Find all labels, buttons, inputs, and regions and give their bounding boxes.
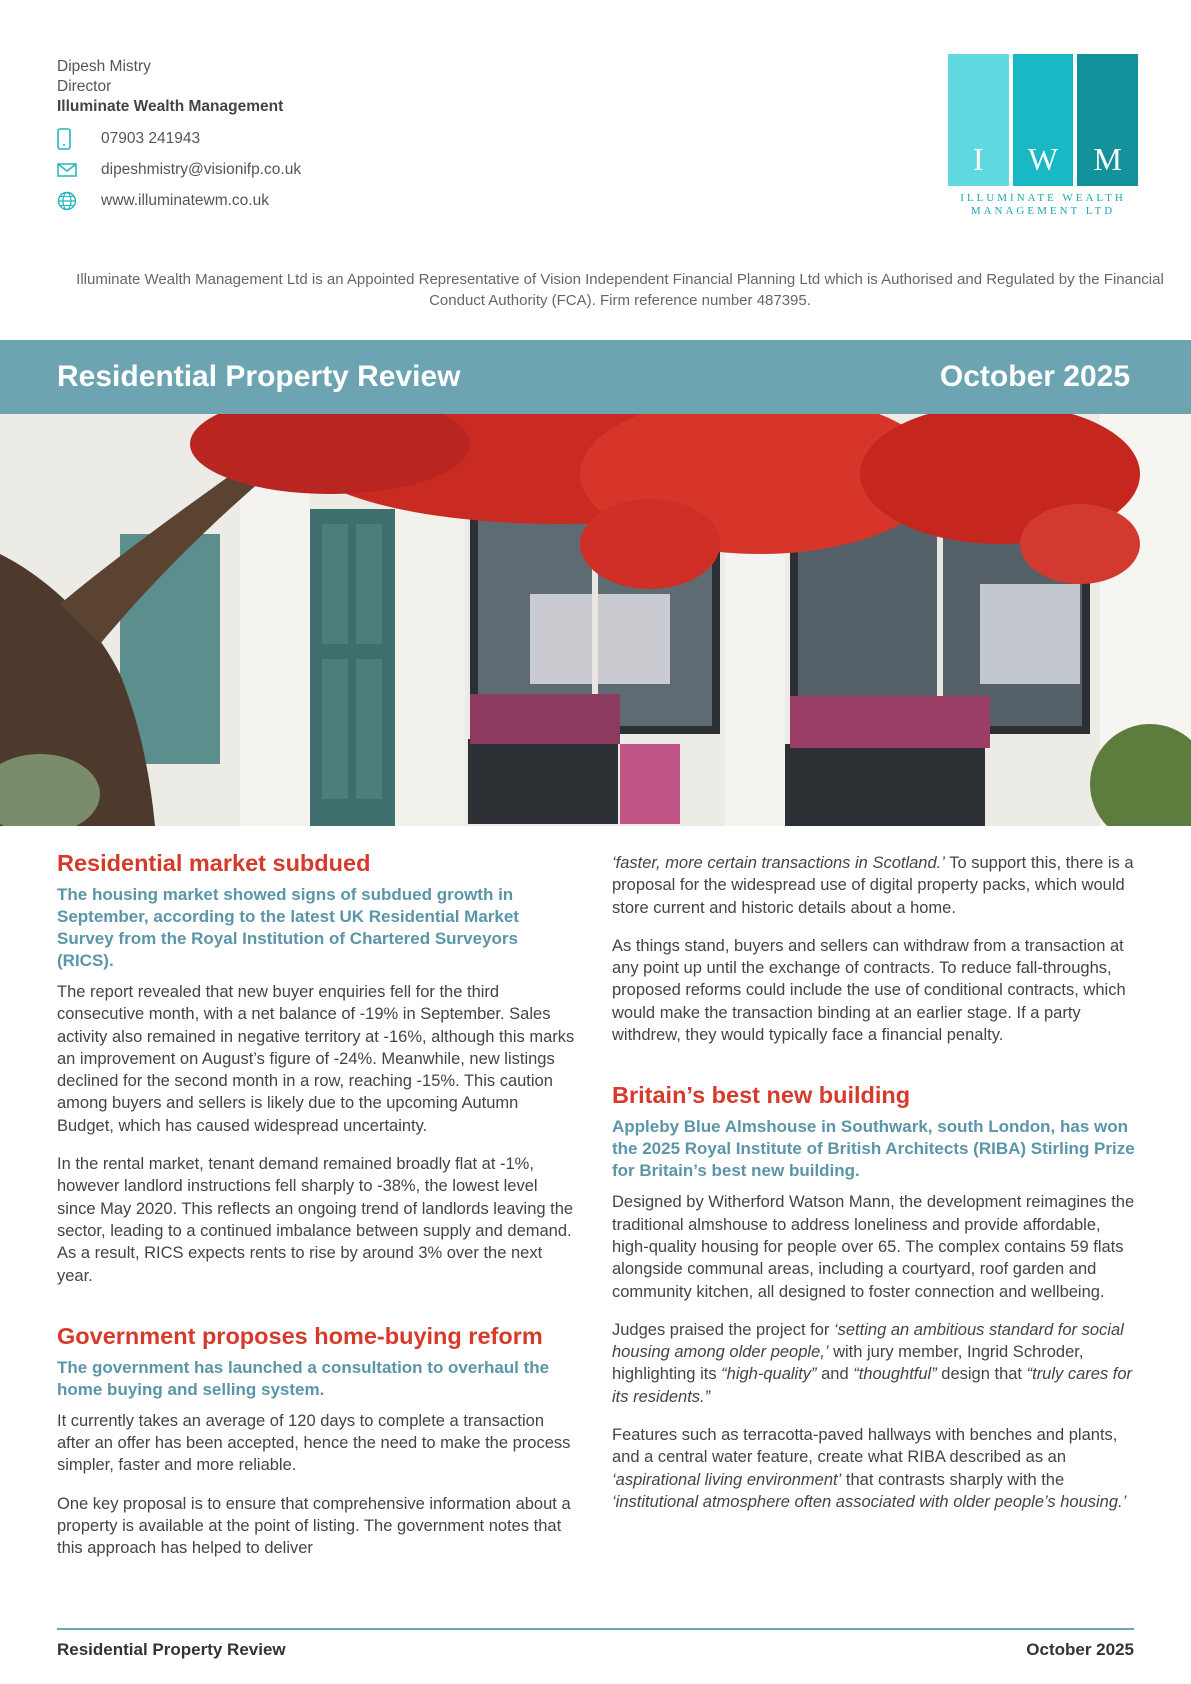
reform-paragraph-3-text: To support this, there is a proposal for the widespread use of digital property packs, which would store current and historic details about a home. <box>612 854 1134 917</box>
contact-block <box>57 57 477 216</box>
contact-role: Director <box>57 78 112 95</box>
phone-row <box>57 123 477 154</box>
reform-heading: Government proposes home-buying reform <box>57 1322 543 1349</box>
reform-paragraph-2: One key proposal is to ensure that comprehensive information about a property is available at the point of listing. The government notes that this approach has helped to deliver <box>57 1494 571 1558</box>
building-paragraph-2 <box>612 1319 1137 1408</box>
reform-paragraph-4: As things stand, buyers and sellers can withdraw from a transaction at any point up until the exchange of contracts. To reduce fall-throughs, proposed reforms could include the use of conditional contracts, which would make the transaction binding at an earlier stage. If a party withdrew, they would typically face a financial penalty. <box>612 936 1126 1045</box>
building-p2-a: Judges praised the project for <box>612 1320 834 1339</box>
building-p2-e: and <box>816 1365 854 1384</box>
logo-tagline-2: MANAGEMENT LTD <box>970 205 1116 217</box>
building-p2-g: design that <box>936 1365 1027 1384</box>
logo-letter-w: W <box>1013 54 1074 186</box>
logo-blocks <box>948 54 1138 186</box>
website-link[interactable]: www.illuminatewm.co.uk <box>101 191 269 209</box>
logo-letter-m: M <box>1077 54 1138 186</box>
footer-title: Residential Property Review <box>57 1640 286 1659</box>
building-p2-quote-1: ‘setting an ambitious standard for social housing among older people,’ <box>612 1320 1124 1362</box>
right-column <box>612 852 1137 1529</box>
logo-letter-i: I <box>948 54 1009 186</box>
reform-paragraph-1: It currently takes an average of 120 days to complete a transaction after an offer has been accepted, hence the need to make the process simpler, faster and more reliable. <box>57 1411 571 1475</box>
phone-icon <box>57 128 101 150</box>
regulatory-disclaimer: Illuminate Wealth Management Ltd is an Appointed Representative of Vision Independent Financial Planning Ltd which is Authorised and Regulated by the Financial Conduct Authority (FCA). Firm reference number 487395. <box>76 271 1164 309</box>
building-heading: Britain’s best new building <box>612 1082 911 1109</box>
building-p3-quote-2: ‘institutional atmosphere often associated with older people’s housing.’ <box>612 1492 1127 1511</box>
banner-title: Residential Property Review <box>57 360 461 393</box>
reform-paragraph-3 <box>612 852 1137 919</box>
email-row <box>57 154 477 185</box>
building-p2-c: with jury member, Ingrid Schroder, highlighting its <box>612 1343 1084 1384</box>
market-paragraph-2: In the rental market, tenant demand remained broadly flat at -1%, however landlord instructions fell sharply to -38%, the lowest level since May 2020. This reflects an ongoing trend of landlords leaving the sector, leading to a continued imbalance between supply and demand. As a result, RICS expects rents to rise by around 3% over the next year. <box>57 1155 574 1285</box>
logo-tagline-1: ILLUMINATE WEALTH <box>960 192 1126 204</box>
building-p3-c: that contrasts sharply with the <box>841 1470 1065 1489</box>
contact-name: Dipesh Mistry <box>57 58 151 75</box>
banner-date: October 2025 <box>939 360 1130 393</box>
building-p2-quote-3: “thoughtful” <box>853 1365 937 1384</box>
hero-image <box>0 414 1191 826</box>
email-icon <box>57 163 101 177</box>
building-p3-quote-1: ‘aspirational living environment’ <box>612 1470 842 1489</box>
market-lead: The housing market showed signs of subdued growth in September, according to the latest UK Residential Market Survey from the Royal Institution of Chartered Surveyors (RICS). <box>57 885 519 970</box>
building-p2-quote-2: “high-quality” <box>721 1365 817 1384</box>
building-paragraph-3 <box>612 1424 1137 1513</box>
iwm-logo <box>948 54 1138 218</box>
reform-quote: ‘faster, more certain transactions in Scotland.’ <box>612 854 945 872</box>
building-p2-quote-4: “truly cares for its residents.” <box>612 1365 1133 1406</box>
title-banner <box>0 340 1191 414</box>
building-p3-a: Features such as terracotta-paved hallways with benches and plants, and a central water feature, create what RIBA described as an <box>612 1426 1118 1467</box>
market-paragraph-1: The report revealed that new buyer enquiries fell for the third consecutive month, with a net balance of -19% in September. Sales activity also remained in negative territory at -16%, although this marks an improvement on August’s figure of -24%. Meanwhile, new listings declined for the second month in a row, reaching -15%. This caution among buyers and sellers is likely due to the upcoming Autumn Budget, which has caused widespread uncertainty. <box>57 983 575 1135</box>
left-column <box>57 848 577 1576</box>
footer-date: October 2025 <box>1026 1640 1134 1659</box>
building-paragraph-1: Designed by Witherford Watson Mann, the development reimagines the traditional almshouse to address loneliness and provide affordable, high-quality housing for people over 65. The complex contains 59 flats alongside communal areas, including a courtyard, roof garden and community kitchen, all designed to foster connection and wellbeing. <box>612 1193 1135 1301</box>
page-footer <box>57 1640 1134 1660</box>
building-lead: Appleby Blue Almshouse in Southwark, south London, has won the 2025 Royal Institute of British Architects (RIBA) Stirling Prize for Britain’s best new building. <box>612 1117 1135 1181</box>
contact-company: Illuminate Wealth Management <box>57 98 284 115</box>
globe-icon <box>57 191 101 211</box>
website-row <box>57 185 477 216</box>
phone-number[interactable]: 07903 241943 <box>101 129 201 147</box>
market-heading: Residential market subdued <box>57 850 371 876</box>
footer-divider <box>57 1628 1134 1630</box>
reform-lead: The government has launched a consultation to overhaul the home buying and selling system. <box>57 1357 550 1399</box>
email-link[interactable]: dipeshmistry@visionifp.co.uk <box>101 160 302 178</box>
